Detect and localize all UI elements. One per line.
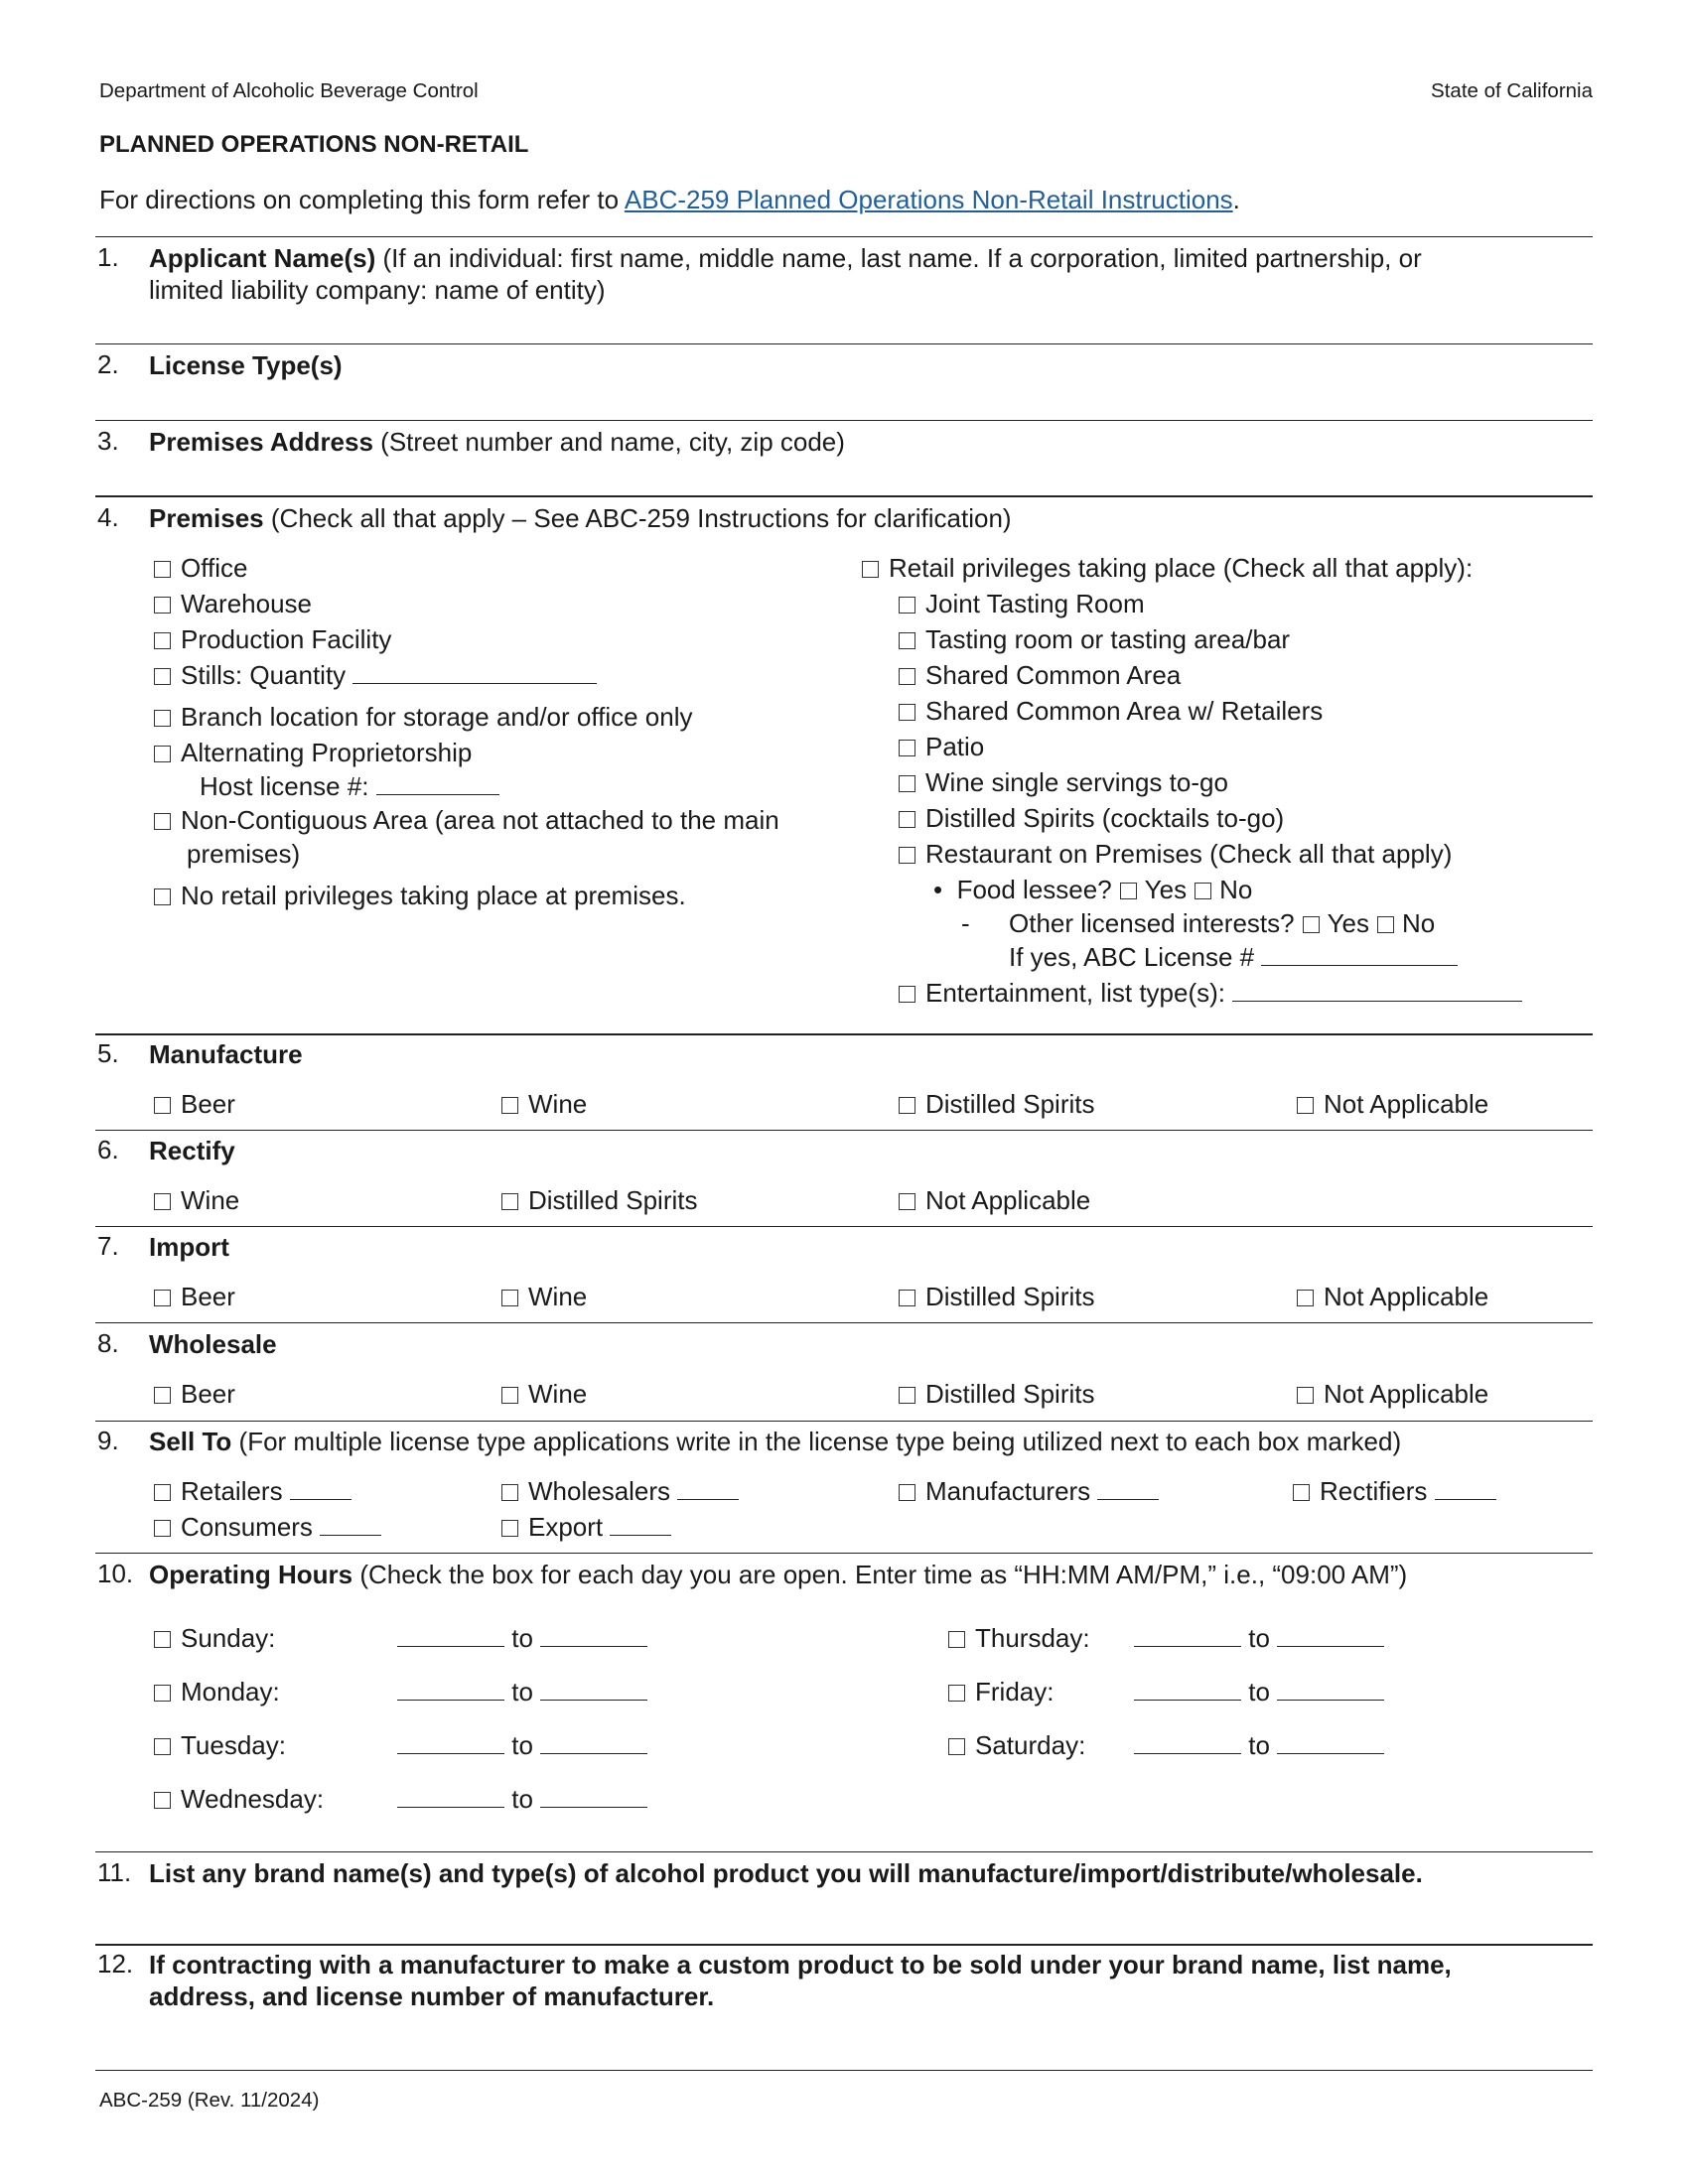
restaurant-checkbox[interactable]	[899, 847, 915, 864]
day-label: Saturday:	[975, 1730, 1086, 1760]
directions-suffix: .	[1232, 185, 1240, 214]
section-note: (Check all that apply – See ABC-259 Instructions for clarification)	[263, 503, 1012, 533]
sell-wholesalers	[501, 1475, 739, 1507]
day-label: Monday:	[181, 1677, 280, 1706]
hours-sunday	[397, 1622, 647, 1654]
section-note: (If an individual: first name, middle name, last name. If a corporation, limited partnership, or	[375, 243, 1422, 273]
option-label: Restaurant on Premises (Check all that apply)	[925, 839, 1453, 869]
divider	[95, 236, 1593, 237]
option-no-retail	[154, 880, 686, 911]
option-label: Distilled Spirits	[925, 1282, 1095, 1311]
option-label: Not Applicable	[925, 1185, 1091, 1215]
hours-monday	[397, 1676, 647, 1707]
to-label: to	[1248, 1623, 1270, 1653]
rectify-wine	[154, 1184, 239, 1216]
food-lessee-yes-checkbox[interactable]	[1120, 883, 1137, 899]
retail-privileges-checkbox[interactable]	[862, 561, 879, 578]
option-non-contiguous	[154, 804, 779, 836]
wine-togo-checkbox[interactable]	[899, 775, 915, 792]
rectify-na-checkbox[interactable]	[899, 1193, 915, 1210]
option-label: Distilled Spirits (cocktails to-go)	[925, 803, 1285, 833]
branch-location-checkbox[interactable]	[154, 710, 171, 727]
sunday-close-time[interactable]	[540, 1622, 647, 1647]
manufacture-spirits	[899, 1088, 1095, 1120]
option-patio	[899, 731, 984, 762]
import-wine	[501, 1281, 587, 1312]
divider	[95, 1322, 1593, 1323]
rectify-heading: Rectify	[149, 1136, 235, 1165]
option-label: Distilled Spirits	[528, 1185, 698, 1215]
manufacture-na	[1297, 1088, 1488, 1120]
export-checkbox[interactable]	[501, 1520, 518, 1537]
other-interests-no-checkbox[interactable]	[1377, 916, 1394, 933]
wholesale-wine	[501, 1378, 587, 1410]
section-note-line2: limited liability company: name of entity)	[149, 275, 606, 305]
option-label: Joint Tasting Room	[925, 589, 1145, 618]
directions-prefix: For directions on completing this form refer to	[99, 185, 625, 214]
form-id: ABC-259 (Rev. 11/2024)	[99, 2089, 320, 2112]
no-label: No	[1402, 908, 1436, 938]
manufacture-spirits-checkbox[interactable]	[899, 1097, 915, 1114]
option-label: Distilled Spirits	[925, 1379, 1095, 1409]
rectifiers-checkbox[interactable]	[1293, 1484, 1310, 1501]
option-label: Warehouse	[181, 589, 312, 618]
option-production-facility	[154, 623, 391, 655]
option-label: Wholesalers	[528, 1476, 671, 1506]
manufacturers-license-field[interactable]	[1097, 1475, 1159, 1500]
import-heading: Import	[149, 1232, 229, 1262]
section-number: 3.	[97, 426, 119, 456]
sell-rectifiers	[1293, 1475, 1496, 1507]
entertainment-checkbox[interactable]	[899, 986, 915, 1003]
section-number: 11.	[97, 1857, 132, 1887]
section-number: 9.	[97, 1426, 119, 1455]
section-note: (Check the box for each day you are open. Enter time as “HH:MM AM/PM,” i.e., “09:00 AM”)	[352, 1560, 1408, 1589]
rectify-na	[899, 1184, 1090, 1216]
if-yes-label: If yes, ABC License #	[1009, 942, 1255, 972]
day-friday	[948, 1676, 1054, 1707]
patio-checkbox[interactable]	[899, 740, 915, 756]
option-alternating	[154, 737, 472, 768]
saturday-open-time[interactable]	[1134, 1729, 1241, 1754]
option-label: No retail privileges taking place at premises.	[181, 881, 686, 910]
wholesale-heading: Wholesale	[149, 1329, 277, 1359]
abc-license-number-field[interactable]	[1261, 941, 1458, 966]
option-shared-common	[899, 659, 1181, 691]
section-label: Premises	[149, 503, 264, 533]
section-number: 7.	[97, 1231, 119, 1261]
option-label: Beer	[181, 1282, 235, 1311]
import-beer	[154, 1281, 235, 1312]
option-label: Patio	[925, 732, 985, 761]
option-label: Not Applicable	[1324, 1089, 1489, 1119]
option-label: Rectifiers	[1320, 1476, 1428, 1506]
rectifiers-license-field[interactable]	[1435, 1475, 1496, 1500]
day-monday	[154, 1676, 280, 1707]
export-license-field[interactable]	[610, 1511, 671, 1536]
divider	[95, 1226, 1593, 1227]
section-number: 12.	[97, 1949, 134, 1979]
section-label: Applicant Name(s)	[149, 243, 376, 273]
brand-names-heading: List any brand name(s) and type(s) of alcohol product you will manufacture/import/distribute/wholesale.	[149, 1858, 1423, 1888]
monday-open-time[interactable]	[397, 1676, 504, 1701]
wholesale-na	[1297, 1378, 1488, 1410]
option-label: Not Applicable	[1324, 1282, 1489, 1311]
premises-address-heading	[149, 426, 845, 458]
thursday-close-time[interactable]	[1277, 1622, 1384, 1647]
manufacture-wine	[501, 1088, 587, 1120]
if-yes-license-row	[1009, 941, 1458, 973]
wholesale-beer	[154, 1378, 235, 1410]
instructions-link[interactable]: ABC-259 Planned Operations Non-Retail Instructions	[624, 185, 1233, 214]
thursday-checkbox[interactable]	[948, 1631, 965, 1648]
hours-tuesday	[397, 1729, 647, 1761]
rectify-wine-checkbox[interactable]	[154, 1193, 171, 1210]
section-number: 5.	[97, 1038, 119, 1068]
license-type-heading: License Type(s)	[149, 350, 343, 380]
option-label: Retailers	[181, 1476, 283, 1506]
bullet-icon: •	[933, 875, 943, 904]
applicant-name-field[interactable]	[95, 343, 1593, 344]
production-facility-checkbox[interactable]	[154, 632, 171, 649]
alternating-proprietorship-checkbox[interactable]	[154, 746, 171, 762]
section-note: (Street number and name, city, zip code)	[372, 427, 845, 457]
manufacture-wine-checkbox[interactable]	[501, 1097, 518, 1114]
option-warehouse	[154, 588, 312, 619]
monday-checkbox[interactable]	[154, 1685, 171, 1702]
import-beer-checkbox[interactable]	[154, 1290, 171, 1306]
option-joint-tasting	[899, 588, 1145, 619]
stills-quantity-field[interactable]	[352, 659, 597, 684]
yes-label: Yes	[1144, 875, 1188, 904]
section-number: 1.	[97, 242, 119, 272]
entertainment-type-field[interactable]	[1232, 977, 1522, 1002]
no-label: No	[1219, 875, 1253, 904]
option-restaurant	[899, 838, 1452, 870]
option-office	[154, 552, 247, 584]
custom-product-heading: If contracting with a manufacturer to make a custom product to be sold under your brand name, list name,	[149, 1950, 1452, 1979]
option-label: Distilled Spirits	[925, 1089, 1095, 1119]
section-label: Operating Hours	[149, 1560, 353, 1589]
option-wine-togo	[899, 766, 1228, 798]
divider	[95, 1851, 1593, 1852]
option-label: Wine	[181, 1185, 240, 1215]
other-interests-yes-checkbox[interactable]	[1303, 916, 1320, 933]
option-retail-privileges	[862, 552, 1473, 584]
wednesday-close-time[interactable]	[540, 1783, 647, 1808]
section-number: 6.	[97, 1135, 119, 1164]
to-label: to	[511, 1784, 533, 1814]
option-label: Wine	[528, 1282, 588, 1311]
yes-label: Yes	[1327, 908, 1370, 938]
option-label: Non-Contiguous Area (area not attached to the main	[181, 805, 779, 835]
day-label: Sunday:	[181, 1623, 276, 1653]
option-label: Beer	[181, 1089, 235, 1119]
shared-common-retailers-checkbox[interactable]	[899, 704, 915, 721]
import-spirits	[899, 1281, 1095, 1312]
wednesday-checkbox[interactable]	[154, 1792, 171, 1809]
monday-close-time[interactable]	[540, 1676, 647, 1701]
premises-address-field[interactable]	[95, 495, 1593, 497]
option-shared-common-retailers	[899, 695, 1323, 727]
option-label: Beer	[181, 1379, 235, 1409]
friday-close-time[interactable]	[1277, 1676, 1384, 1701]
day-label: Friday:	[975, 1677, 1055, 1706]
office-checkbox[interactable]	[154, 561, 171, 578]
sunday-open-time[interactable]	[397, 1622, 504, 1647]
to-label: to	[511, 1730, 533, 1760]
sell-to-heading	[149, 1426, 1401, 1457]
day-label: Tuesday:	[181, 1730, 286, 1760]
manufacture-heading: Manufacture	[149, 1039, 303, 1069]
food-lessee-no-checkbox[interactable]	[1195, 883, 1211, 899]
option-label: Office	[181, 553, 248, 583]
food-lessee-label: Food lessee?	[956, 875, 1112, 904]
warehouse-checkbox[interactable]	[154, 597, 171, 614]
manufacturer-info-field[interactable]	[95, 2070, 1593, 2071]
wholesalers-license-field[interactable]	[677, 1475, 739, 1500]
option-label: Branch location for storage and/or office only	[181, 702, 693, 732]
to-label: to	[1248, 1677, 1270, 1706]
non-contiguous-line2: premises)	[187, 839, 301, 869]
option-entertainment	[899, 977, 1522, 1009]
option-label: Alternating Proprietorship	[181, 738, 473, 767]
wholesale-beer-checkbox[interactable]	[154, 1387, 171, 1404]
wholesale-spirits-checkbox[interactable]	[899, 1387, 915, 1404]
import-spirits-checkbox[interactable]	[899, 1290, 915, 1306]
saturday-checkbox[interactable]	[948, 1738, 965, 1755]
manufacture-beer-checkbox[interactable]	[154, 1097, 171, 1114]
retailers-license-field[interactable]	[290, 1475, 352, 1500]
thursday-open-time[interactable]	[1134, 1622, 1241, 1647]
friday-checkbox[interactable]	[948, 1685, 965, 1702]
to-label: to	[511, 1677, 533, 1706]
rectify-spirits	[501, 1184, 698, 1216]
operating-hours-heading	[149, 1559, 1407, 1590]
hours-saturday	[1134, 1729, 1384, 1761]
manufacturers-checkbox[interactable]	[899, 1484, 915, 1501]
tuesday-checkbox[interactable]	[154, 1738, 171, 1755]
license-type-field[interactable]	[95, 420, 1593, 421]
to-label: to	[511, 1623, 533, 1653]
wednesday-open-time[interactable]	[397, 1783, 504, 1808]
option-label: Wine	[528, 1379, 588, 1409]
host-license-row	[200, 770, 499, 802]
day-sunday	[154, 1622, 275, 1654]
day-label: Thursday:	[975, 1623, 1090, 1653]
host-license-label: Host license #:	[200, 771, 369, 801]
section-number: 4.	[97, 502, 119, 532]
tuesday-close-time[interactable]	[540, 1729, 647, 1754]
sell-consumers	[154, 1511, 381, 1543]
divider	[95, 1553, 1593, 1554]
stills-checkbox[interactable]	[154, 668, 171, 685]
spirits-togo-checkbox[interactable]	[899, 811, 915, 828]
option-tasting-room	[899, 623, 1290, 655]
divider	[95, 1421, 1593, 1422]
section-label: Premises Address	[149, 427, 373, 457]
form-title: PLANNED OPERATIONS NON-RETAIL	[99, 131, 529, 158]
tuesday-open-time[interactable]	[397, 1729, 504, 1754]
option-label: Shared Common Area w/ Retailers	[925, 696, 1324, 726]
divider	[95, 1033, 1593, 1035]
custom-product-heading-line2: address, and license number of manufacturer.	[149, 1981, 715, 2011]
sell-manufacturers	[899, 1475, 1159, 1507]
brand-names-field[interactable]	[95, 1944, 1593, 1946]
joint-tasting-checkbox[interactable]	[899, 597, 915, 614]
section-number: 8.	[97, 1328, 119, 1358]
manufacture-beer	[154, 1088, 235, 1120]
other-interests-row	[1009, 907, 1435, 939]
manufacture-na-checkbox[interactable]	[1297, 1097, 1314, 1114]
wholesalers-checkbox[interactable]	[501, 1484, 518, 1501]
hours-thursday	[1134, 1622, 1384, 1654]
section-label: Sell To	[149, 1427, 232, 1456]
sell-retailers	[154, 1475, 352, 1507]
option-label: Production Facility	[181, 624, 392, 654]
option-label: Entertainment, list type(s):	[925, 978, 1225, 1008]
option-label: Wine single servings to-go	[925, 767, 1228, 797]
tasting-room-checkbox[interactable]	[899, 632, 915, 649]
section-note: (For multiple license type applications write in the license type being utilized next to each box marked)	[231, 1427, 1402, 1456]
import-wine-checkbox[interactable]	[501, 1290, 518, 1306]
retailers-checkbox[interactable]	[154, 1484, 171, 1501]
section-number: 10.	[97, 1559, 134, 1588]
applicant-name-heading	[149, 242, 1422, 274]
day-wednesday	[154, 1783, 324, 1815]
option-label: Retail privileges taking place (Check all that apply):	[889, 553, 1474, 583]
hours-wednesday	[397, 1783, 647, 1815]
import-na	[1297, 1281, 1488, 1312]
wholesale-na-checkbox[interactable]	[1297, 1387, 1314, 1404]
option-label: Wine	[528, 1089, 588, 1119]
day-saturday	[948, 1729, 1085, 1761]
consumers-checkbox[interactable]	[154, 1520, 171, 1537]
option-branch-location	[154, 701, 693, 733]
hours-friday	[1134, 1676, 1384, 1707]
wholesale-spirits	[899, 1378, 1095, 1410]
other-interests-label: Other licensed interests?	[1009, 908, 1295, 938]
divider	[95, 1130, 1593, 1131]
day-label: Wednesday:	[181, 1784, 325, 1814]
department-name: Department of Alcoholic Beverage Control	[99, 79, 479, 102]
to-label: to	[1248, 1730, 1270, 1760]
option-label: Manufacturers	[925, 1476, 1091, 1506]
host-license-field[interactable]	[376, 770, 499, 795]
import-na-checkbox[interactable]	[1297, 1290, 1314, 1306]
premises-heading	[149, 502, 1012, 534]
consumers-license-field[interactable]	[320, 1511, 381, 1536]
option-label: Stills: Quantity	[181, 660, 347, 690]
shared-common-area-checkbox[interactable]	[899, 668, 915, 685]
dash-icon: -	[961, 908, 970, 938]
option-stills	[154, 659, 597, 691]
state-name: State of California	[1431, 79, 1593, 102]
option-label: Export	[528, 1512, 604, 1542]
option-spirits-togo	[899, 802, 1284, 834]
non-contiguous-checkbox[interactable]	[154, 813, 171, 830]
rectify-spirits-checkbox[interactable]	[501, 1193, 518, 1210]
friday-open-time[interactable]	[1134, 1676, 1241, 1701]
sunday-checkbox[interactable]	[154, 1631, 171, 1648]
day-tuesday	[154, 1729, 286, 1761]
option-label: Consumers	[181, 1512, 313, 1542]
option-label: Not Applicable	[1324, 1379, 1489, 1409]
section-number: 2.	[97, 349, 119, 379]
wholesale-wine-checkbox[interactable]	[501, 1387, 518, 1404]
no-retail-checkbox[interactable]	[154, 888, 171, 905]
food-lessee-row	[933, 874, 1252, 905]
option-label: Tasting room or tasting area/bar	[925, 624, 1291, 654]
option-label: Shared Common Area	[925, 660, 1182, 690]
saturday-close-time[interactable]	[1277, 1729, 1384, 1754]
directions-line	[99, 184, 1240, 215]
sell-export	[501, 1511, 671, 1543]
day-thursday	[948, 1622, 1090, 1654]
